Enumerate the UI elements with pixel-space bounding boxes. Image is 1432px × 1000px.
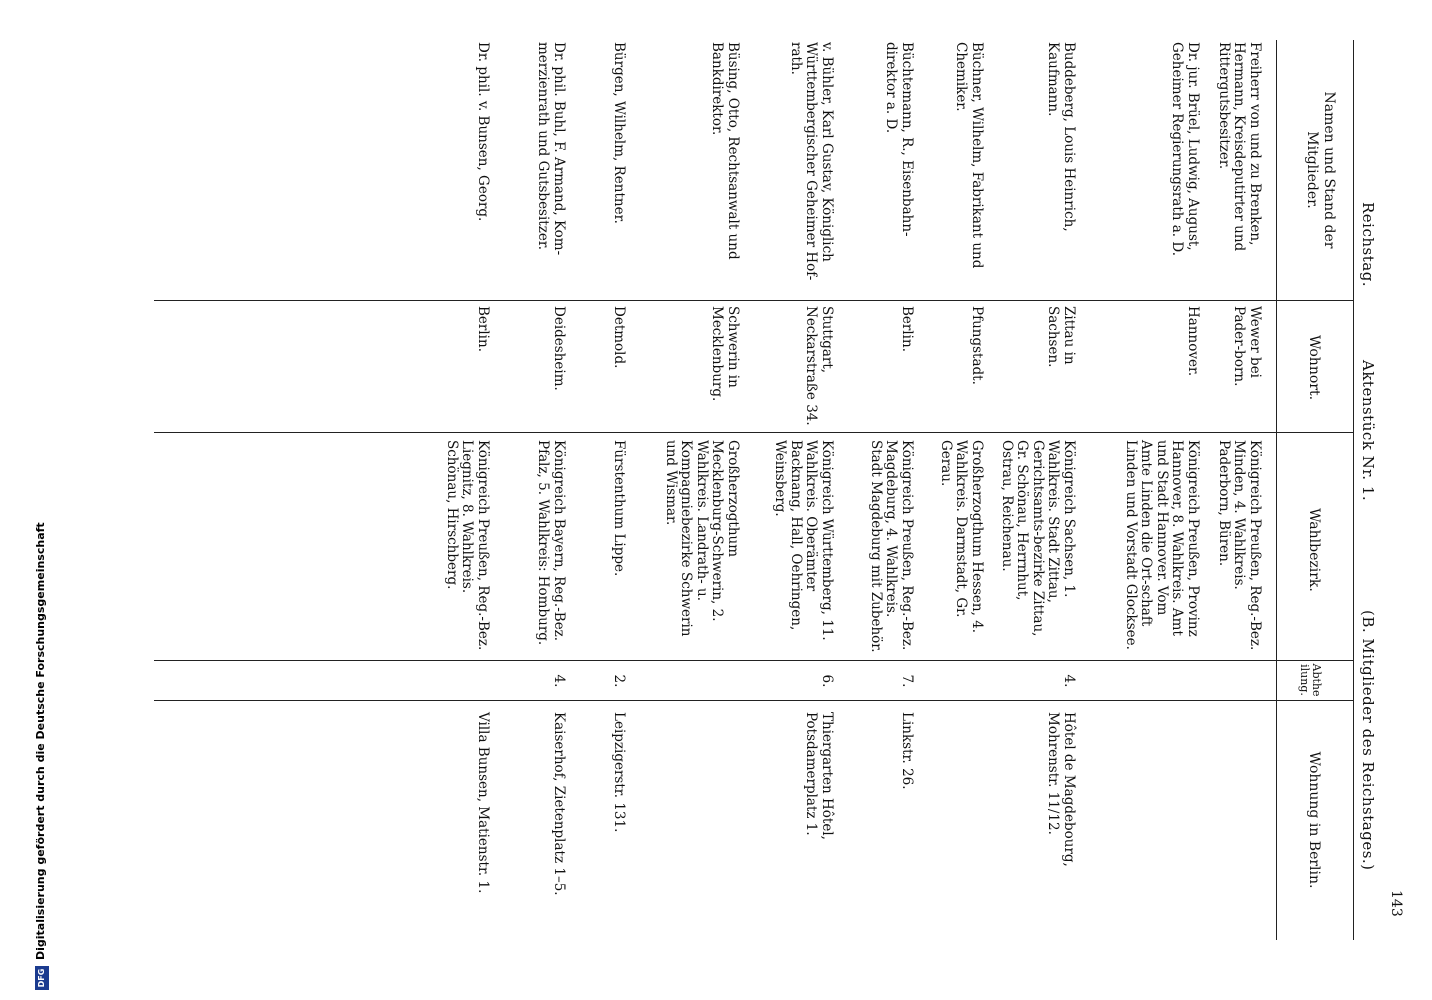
row-4-name: Büchtemann, R., Eisenbahn-direktor a. D.: [883, 42, 915, 237]
row-6-district: Großherzogthum Mecklenburg-Schwerin, 2. Wahlkreis. Landrath- u. Kompagniebezirke Schwerin und Wismar.: [663, 440, 741, 637]
col-head-district: Wahlbezirk.: [1306, 508, 1322, 592]
col-divider-2: [154, 432, 1354, 433]
funding-footer: [30, 0, 60, 1000]
row-9-district: Königreich Preußen, Reg.-Bez. Liegnitz, 8. Wahlkreis. Schönau, Hirschberg.: [444, 440, 491, 651]
row-8-section: 4.: [551, 674, 567, 688]
row-7-residence: Detmold.: [611, 306, 627, 369]
row-7-berlin: Leipzigerstr. 131.: [611, 712, 627, 833]
page-number: 143: [1388, 890, 1404, 917]
row-7-district: Fürstenthum Lippe.: [611, 440, 627, 577]
col-divider-3: [154, 660, 1354, 661]
row-0-district: Königreich Preußen, Reg.-Bez. Minden, 4. Wahlkreis. Paderborn, Büren.: [1216, 440, 1263, 651]
row-4-district: Königreich Preußen, Reg.-Bez. Magdeburg, 4. Wahlkreis. Stadt Magdeburg mit Zubehör.: [868, 440, 915, 653]
row-0-name: Freiherr von und zu Brenken, Hermann, Kreisdeputirter und Rittergutsbesitzer.: [1216, 42, 1263, 252]
row-5-section: 6.: [819, 674, 835, 688]
row-1-district: Königreich Preußen, Provinz Hannover, 8. Wahlkreis. Amt und Stadt Hannover. Vom Amte Linden die Ort-schaft Linden und Vorstadt Glocksee.: [1123, 440, 1201, 650]
row-8-berlin: Kaiserhof, Zietenplatz 1–5.: [551, 712, 567, 896]
row-1-residence: Hannover.: [1185, 306, 1201, 377]
row-3-name: Büchner, Wilhelm, Fabrikant und Chemiker.: [953, 42, 985, 269]
col-head-name: Namen und Stand der Mitglieder.: [1304, 91, 1337, 249]
row-8-residence: Deidesheim.: [551, 306, 567, 391]
row-2-name: Buddeberg, Louis Heinrich, Kaufmann.: [1045, 42, 1077, 232]
row-8-district: Königreich Bayern, Reg.-Bez. Pfalz, 5. Wahlkreis: Homburg.: [535, 440, 567, 646]
funding-text: Digitalisierung gefördert durch die Deutsche Forschungsgemeinschaft: [34, 522, 47, 960]
row-0-residence: Wewer bei Pader-born.: [1231, 306, 1263, 387]
col-head-residence: Wohnort.: [1306, 334, 1322, 401]
col-head-berlin: Wohnung in Berlin.: [1306, 751, 1322, 889]
header-middle: Aktenstück Nr. 1.: [1359, 360, 1377, 502]
row-4-berlin: Linkstr. 26.: [899, 712, 915, 790]
row-2-section: 4.: [1061, 674, 1077, 688]
dfg-logo: DFG: [35, 966, 49, 990]
table-top-rule: [1353, 40, 1354, 940]
row-3-residence: Pfungstadt.: [969, 306, 985, 385]
row-7-name: Bürgen, Wilhelm, Rentner.: [611, 42, 627, 224]
row-9-berlin: Villa Bunsen, Matienstr. 1.: [475, 712, 491, 894]
row-9-residence: Berlin.: [475, 306, 491, 352]
row-2-district: Königreich Sachsen, 1. Wahlkreis. Stadt Zittau, Gerichtsamts-bezirke Zittau, Gr. Schönau, Herrnhut, Ostrau, Reichenau.: [999, 440, 1077, 637]
row-2-residence: Zittau in Sachsen.: [1045, 306, 1077, 368]
row-4-section: 7.: [899, 674, 915, 688]
row-5-name: v. Bühler, Karl Gustav, Königlich Württembergischer Geheimer Hof-rath.: [788, 42, 835, 281]
row-2-berlin: Hôtel de Magdebourg, Mohrenstr. 11/12.: [1045, 712, 1077, 867]
col-divider-4: [154, 700, 1354, 701]
row-6-residence: Schwerin in Mecklenburg.: [709, 306, 741, 402]
row-9-name: Dr. phil. v. Bunsen, Georg.: [475, 42, 491, 222]
col-divider-1: [154, 300, 1354, 301]
row-5-district: Königreich Württemberg, 11. Wahlkreis. Oberämter Backnang, Hall, Oehringen, Weinsberg.: [772, 440, 835, 641]
row-4-residence: Berlin.: [899, 306, 915, 352]
row-5-residence: Stuttgart, Neckarstraße 34.: [803, 306, 835, 426]
row-3-district: Großherzogthum Hessen, 4. Wahlkreis. Darmstadt, Gr. Gerau.: [938, 440, 985, 634]
row-1-name: Dr. jur. Brüel, Ludwig, August, Geheimer Regierungsrath a. D.: [1169, 42, 1201, 257]
row-5-berlin: Thiergarten Hôtel, Potsdamerplatz 1.: [803, 712, 835, 840]
col-head-section: Abtheilung.: [1298, 663, 1323, 697]
row-7-section: 2.: [611, 674, 627, 688]
header-right: (B. Mitglieder des Reichstages.): [1359, 610, 1377, 871]
row-8-name: Dr. phil. Buhl, F. Armand, Kom-merzienrath und Gutsbesitzer.: [535, 42, 567, 256]
row-6-name: Büsing, Otto, Rechtsanwalt und Bankdirektor.: [709, 42, 741, 260]
header-bottom-rule: [1276, 40, 1277, 940]
header-left: Reichstag.: [1359, 202, 1377, 288]
